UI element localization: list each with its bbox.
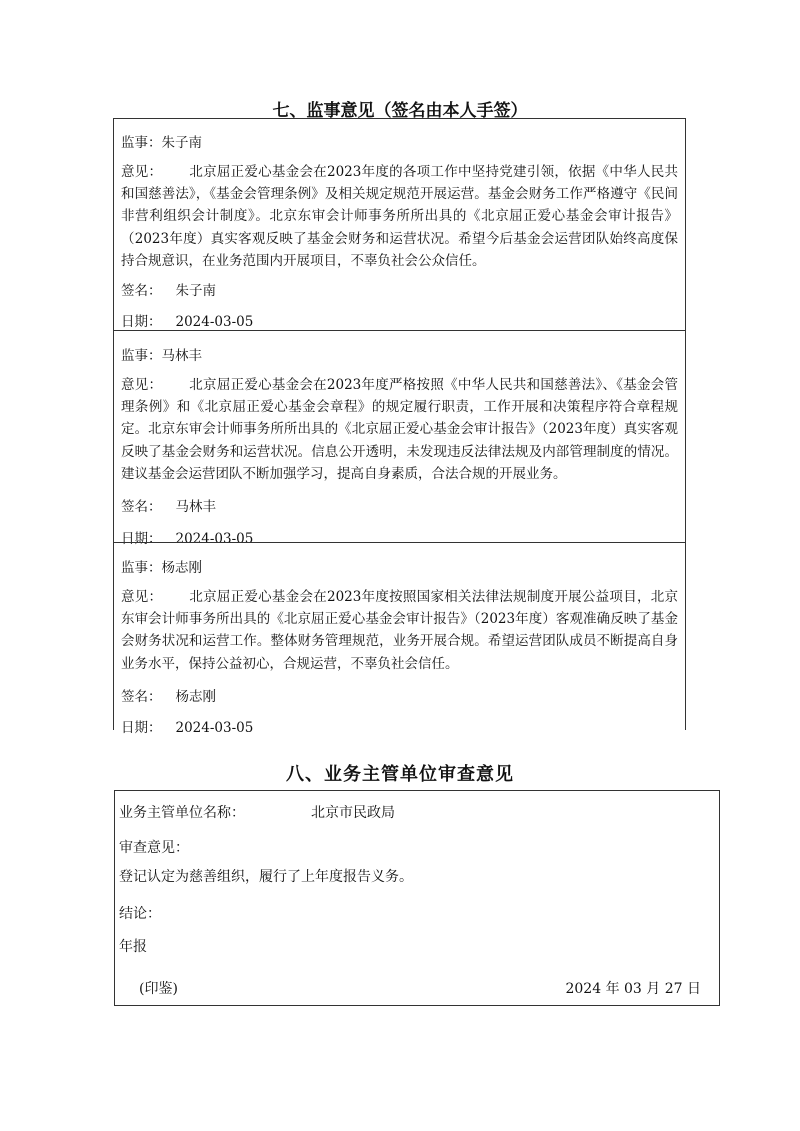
conclusion-value: 年报 [119,939,147,955]
signature-label: 签名： [121,283,162,299]
supervisor-opinion [121,586,678,675]
signature-row [121,495,216,515]
date-row [121,310,253,330]
signature-row [121,279,216,299]
date-label: 日期： [121,314,162,330]
opinion-label: 意见： [121,377,163,393]
conclusion-label: 结论： [119,906,161,922]
supervisor-header: 监事：马林丰 [121,348,202,364]
date-label: 日期： [121,720,162,736]
supervisor-block [114,330,685,547]
supervisor-opinion [121,161,678,272]
signature-value: 朱子南 [175,283,216,299]
date-value: 2024-03-05 [175,314,254,330]
section7-title: 七、监事意见（签名由本人手签） [272,101,528,121]
unit-value: 北京市民政局 [311,805,395,821]
seal-label: (印鉴) [139,981,178,997]
supervisor-header: 监事：朱子南 [121,135,202,151]
signature-label: 签名： [121,499,162,515]
supervisor-opinion [121,374,678,485]
date-label: 日期： [121,531,162,547]
date-value: 2024-03-05 [175,531,254,547]
review-date: 2024 年 03 月 27 日 [565,981,701,997]
unit-label: 业务主管单位名称： [119,805,245,821]
signature-label: 签名： [121,689,162,705]
opinion-text: 北京屈正爱心基金会在2023年度的各项工作中坚持党建引领，依据《中华人民共和国慈善法》，《基金会管理条例》及相关规定规范开展运营。基金会财务工作严格遵守《民间非营利组织会计制度》。北京东审会计师事务所所出具的《北京屈正爱心基金会审计报告》（2023年度）真实客观反映了基金会财务和运营状况。希望今后基金会运营团队始终高度保持合规意识，在业务范围内开展项目，不辜负社会公众信任。 [121,164,679,269]
review-label: 审查意见： [119,840,189,856]
section8-title: 八、业务主管单位审查意见 [286,764,514,785]
supervisor-block [114,542,685,736]
review-text: 登记认定为慈善组织，履行了上年度报告义务。 [119,869,413,885]
supervisor-block [114,119,685,330]
opinion-text: 北京屈正爱心基金会在2023年度按照国家相关法律法规制度开展公益项目，北京东审会计师事务所出具的《北京屈正爱心基金会审计报告》（2023年度）客观准确反映了基金会财务状况和运营工作。整体财务管理规范，业务开展合规。希望运营团队成员不断提高自身业务水平，保持公益初心，合规运营，不辜负社会信任。 [121,589,679,672]
signature-value: 马林丰 [175,499,216,515]
opinion-label: 意见： [121,589,163,605]
authority-review-box [114,790,720,1006]
supervisor-opinions-table [113,118,686,736]
signature-value: 杨志刚 [175,689,216,705]
signature-row [121,685,216,705]
opinion-label: 意见： [121,164,163,180]
date-value: 2024-03-05 [175,720,254,736]
date-row [121,716,253,736]
supervisor-header: 监事：杨志刚 [121,560,202,576]
opinion-text: 北京屈正爱心基金会在2023年度严格按照《中华人民共和国慈善法》、《基金会管理条例》和《北京屈正爱心基金会章程》的规定履行职责，工作开展和决策程序符合章程规定。北京东审会计师事务所所出具的《北京屈正爱心基金会审计报告》（2023年度）真实客观反映了基金会财务和运营状况。信息公开透明，未发现违反法律法规及内部管理制度的情况。建议基金会运营团队不断加强学习，提高自身素质，合法合规的开展业务。 [121,377,679,482]
